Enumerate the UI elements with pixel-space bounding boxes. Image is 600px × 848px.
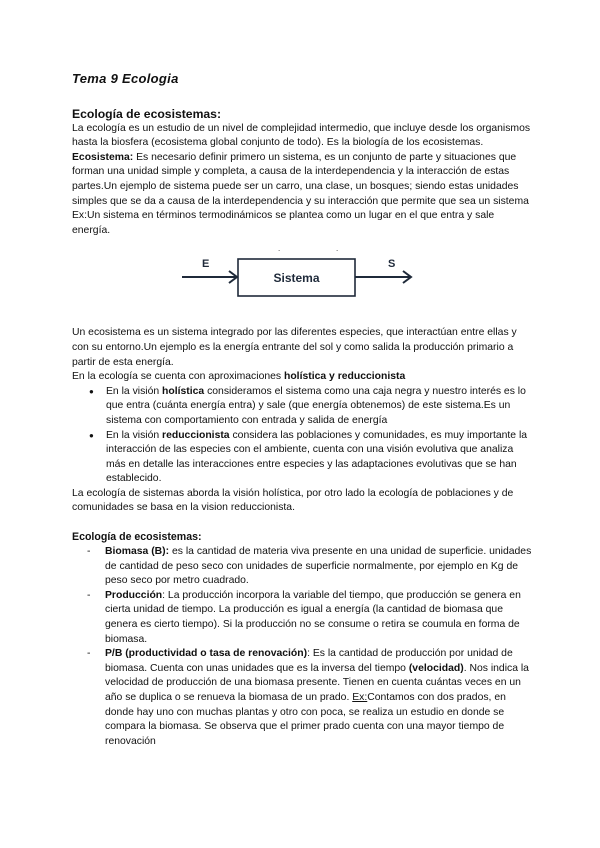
list-item [106, 385, 532, 429]
approaches-paragraph [72, 370, 532, 385]
ecosistema-paragraph [72, 151, 532, 209]
list-item-term: P/B (productividad o tasa de renovación) [105, 648, 308, 660]
list-item-text: consideramos el sistema como una caja negra y nuestro interés es lo que entra (cuánta energía entra) y sale (que energía obtenemos) de este sistema.Es un sistema con comportamiento con entrada y salida de energía [106, 385, 526, 426]
page-title: Tema 9 Ecologia [72, 71, 179, 86]
list-item-term: Biomasa (B): [105, 546, 170, 558]
input-arrow [182, 271, 237, 283]
list-item-text: . Nos indica la velocidad de producción de una biomasa presente. Tienen en cuenta cuántas veces en un año se duplica o se renueva la biomasa de un prado. [105, 662, 529, 703]
system-diagram [72, 244, 532, 320]
closing-paragraph: La ecología de sistemas aborda la visión holística, por otro lado la ecología de poblaciones y de comunidades se basa en la vision reduccionista. [72, 487, 514, 514]
input-label: E [202, 258, 210, 271]
document-page [72, 72, 532, 749]
list-item-term: reduccionista [162, 429, 230, 441]
svg-text:.: . [336, 244, 339, 254]
output-label: S [388, 258, 396, 271]
list-item-term: (velocidad) [408, 662, 464, 674]
list-item-text: : Es la cantidad de producción por unidad de biomasa. Cuenta con unas unidades que es la inversa del tiempo [105, 648, 513, 674]
output-arrow [355, 271, 411, 283]
svg-text:.: . [278, 244, 281, 254]
example-label: Ex: [352, 692, 368, 703]
intro-paragraph: La ecología es un estudio de un nivel de complejidad intermedio, que incluye desde los organismos hasta la biosfera (ecosistema global conjunto de todo). Es la biología de los ecosistemas. [72, 122, 531, 149]
section-heading: Ecología de ecosistemas: [72, 106, 222, 121]
section-heading: Ecología de ecosistemas: [72, 531, 202, 544]
approaches-text: En la ecología se cuenta con aproximaciones [72, 371, 284, 383]
system-box-label: Sistema [273, 271, 320, 286]
list-item-text: considera las poblaciones y comunidades, es muy importante la interacción de las especies con el ambiente, cuenta con una visión evolutiva que analiza más en detalle las interacciones entre especies y las adaptaciones evolutivas que se han establecido. [106, 429, 528, 485]
list-item-text: : La producción incorpora la variable del tiempo, que producción se genera en cierta unidad de tiempo. La producción es igual a energía (la cantidad de biomasa que genera es cierto tiempo). Si la producción no se consume o retira se coumula en forma de biomasa. [105, 589, 521, 645]
list-item-term: holística [162, 385, 205, 397]
definitions-list [72, 545, 532, 749]
list-item-text: es la cantidad de materia viva presente en una unidad de superficie. unidades de cantidad de peso seco con unidades de superficie normalmente, por ejemplo en Kg de peso seco por metro cuadrado. [105, 546, 532, 587]
list-item-text: Contamos con dos prados, en donde hay uno con muchas plantas y otro con poca, se realiza un estudio en donde se compara la biomasa. Se observa que el primer prado cuenta con una mayor tiempo de renovación [105, 692, 506, 747]
list-item [105, 589, 532, 647]
list-item [105, 545, 532, 589]
list-item [106, 429, 532, 487]
list-item-text: En la visión [106, 385, 163, 397]
list-item [105, 647, 532, 749]
example-paragraph: Ex:Un sistema en términos termodinámicos se plantea como un lugar en el que entra y sale energía. [72, 210, 495, 236]
ecosistema-definition-paragraph: Un ecosistema es un sistema integrado por las diferentes especies, que interactúan entre ellas y con su entorno.Un ejemplo es la energía entrante del sol y como salida la producción primario a partir de esta energía. [72, 327, 517, 368]
ecosistema-text: Es necesario definir primero un sistema, es un conjunto de parte y situaciones que forman una unidad simple y completa, a causa de la interdependencia y la interacción de estas partes.Un ejemplo de sistema puede ser un carro, una clase, un bosques; siendo estas unidades simples que se da a causa de la interdependencia y su interacción que permite que sea un sistema [72, 151, 529, 207]
list-item-text: En la visión [106, 429, 163, 441]
list-item-term: Producción [105, 589, 163, 601]
approaches-bold: holística y reduccionista [283, 371, 406, 383]
ecosistema-term: Ecosistema: [72, 151, 134, 163]
approaches-list [72, 385, 532, 487]
